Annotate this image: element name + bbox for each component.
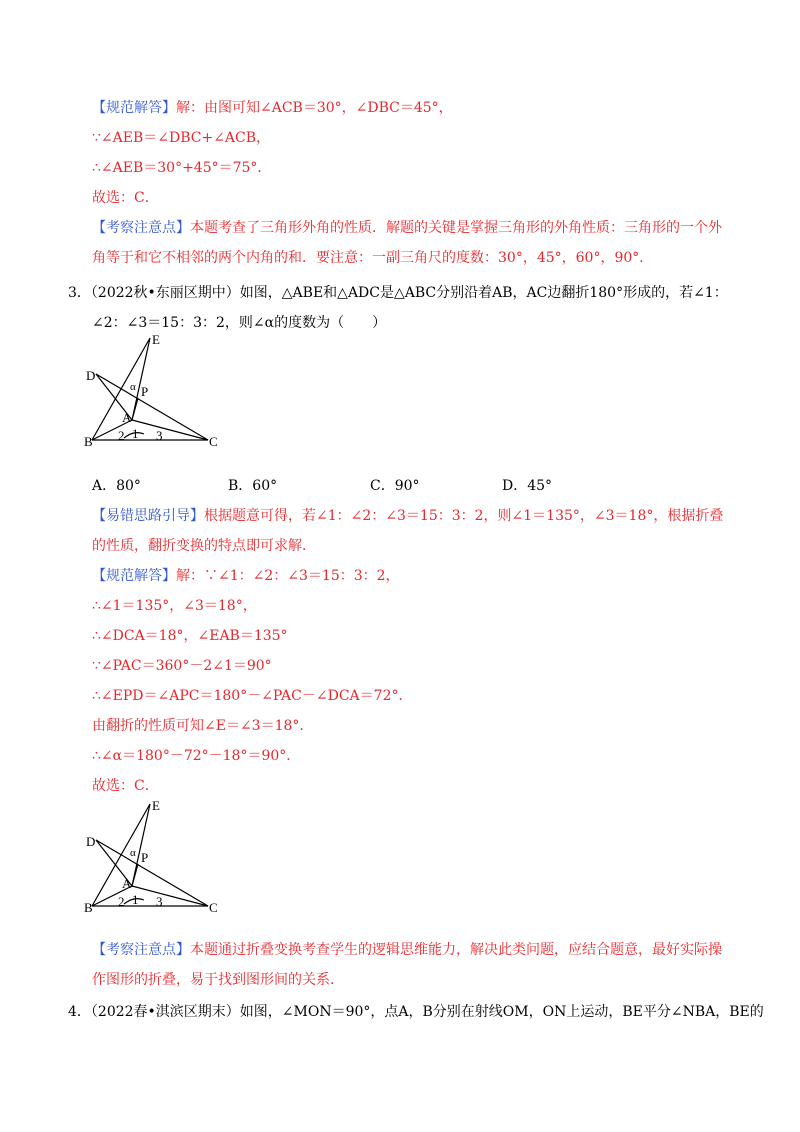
figure-triangle-fold-2 bbox=[84, 796, 224, 916]
solution-line-3: ∴∠AEB＝30°+45°＝75°． bbox=[92, 160, 272, 176]
svg-text:D: D bbox=[86, 368, 96, 383]
option-d: D．45° bbox=[502, 478, 553, 494]
solution-line-2: ∵∠AEB＝∠DBC+∠ACB， bbox=[92, 130, 271, 146]
solution-3-line-3: ∴∠DCA＝18°，∠EAB＝135° bbox=[92, 628, 288, 644]
hint-line-2: 的性质，翻折变换的特点即可求解． bbox=[92, 538, 316, 554]
solution-3-line-5: ∴∠EPD＝∠APC＝180°－∠PAC－∠DCA＝72°． bbox=[92, 688, 413, 704]
solution-line-1: 【规范解答】解：由图可知∠ACB＝30°，∠DBC＝45°， bbox=[92, 100, 453, 116]
solution-line-4: 故选：C． bbox=[92, 190, 159, 206]
svg-text:1: 1 bbox=[132, 426, 139, 441]
svg-text:E: E bbox=[152, 798, 160, 813]
solution-3-line-4: ∵∠PAC＝360°－2∠1＝90° bbox=[92, 658, 272, 674]
svg-text:P: P bbox=[141, 384, 149, 399]
note-3-line-2: 作图形的折叠，易于找到图形间的关系． bbox=[92, 972, 344, 988]
svg-text:2: 2 bbox=[118, 428, 125, 443]
svg-text:A: A bbox=[122, 410, 132, 425]
note-3-line-1: 【考察注意点】本题通过折叠变换考查学生的逻辑思维能力，解决此类问题，应结合题意，最好实际操 bbox=[92, 942, 722, 958]
svg-text:E: E bbox=[152, 332, 160, 347]
svg-text:P: P bbox=[141, 850, 149, 865]
svg-text:C: C bbox=[209, 900, 218, 915]
hint-line-1: 【易错思路引导】根据题意可得，若∠1：∠2：∠3＝15：3：2，则∠1＝135°，∠3＝18°，根据折叠 bbox=[92, 508, 724, 524]
note-line-2: 角等于和它不相邻的两个内角的和．要注意：一副三角尺的度数：30°，45°，60°，90°． bbox=[92, 250, 654, 266]
solution-3-line-7: ∴∠α＝180°－72°－18°＝90°． bbox=[92, 748, 301, 764]
svg-text:α: α bbox=[130, 381, 136, 393]
figure-triangle-fold-1 bbox=[84, 330, 224, 450]
option-c: C．90° bbox=[370, 478, 420, 494]
svg-text:3: 3 bbox=[156, 894, 163, 909]
svg-text:B: B bbox=[84, 434, 93, 449]
svg-text:B: B bbox=[84, 900, 93, 915]
solution-3-line-6: 由翻折的性质可知∠E＝∠3＝18°． bbox=[92, 718, 314, 734]
question-4-line-1: 4．（2022春•淇滨区期末）如图，∠MON＝90°，点A，B分别在射线OM，ON上运动，BE平分∠NBA，BE的 bbox=[68, 1004, 764, 1020]
svg-text:3: 3 bbox=[156, 428, 163, 443]
svg-text:2: 2 bbox=[118, 894, 125, 909]
solution-3-line-8: 故选：C． bbox=[92, 778, 159, 794]
svg-text:D: D bbox=[86, 834, 96, 849]
svg-text:α: α bbox=[130, 847, 136, 859]
solution-3-line-2: ∴∠1＝135°，∠3＝18°， bbox=[92, 598, 257, 614]
svg-text:C: C bbox=[209, 434, 218, 449]
question-3-line-2: ∠2：∠3＝15：3：2，则∠α的度数为（ ） bbox=[92, 315, 387, 331]
note-line-1: 【考察注意点】本题考查了三角形外角的性质．解题的关键是掌握三角形的外角性质：三角形的一个外 bbox=[92, 220, 722, 236]
option-a: A．80° bbox=[92, 478, 141, 494]
svg-text:1: 1 bbox=[132, 892, 139, 907]
svg-text:A: A bbox=[122, 876, 132, 891]
question-3-line-1: 3．（2022秋•东丽区期中）如图，△ABE和△ADC是△ABC分别沿着AB，AC边翻折180°形成的，若∠1： bbox=[68, 285, 728, 301]
solution-3-line-1: 【规范解答】解：∵∠1：∠2：∠3＝15：3：2， bbox=[92, 568, 400, 584]
option-b: B．60° bbox=[228, 478, 278, 494]
